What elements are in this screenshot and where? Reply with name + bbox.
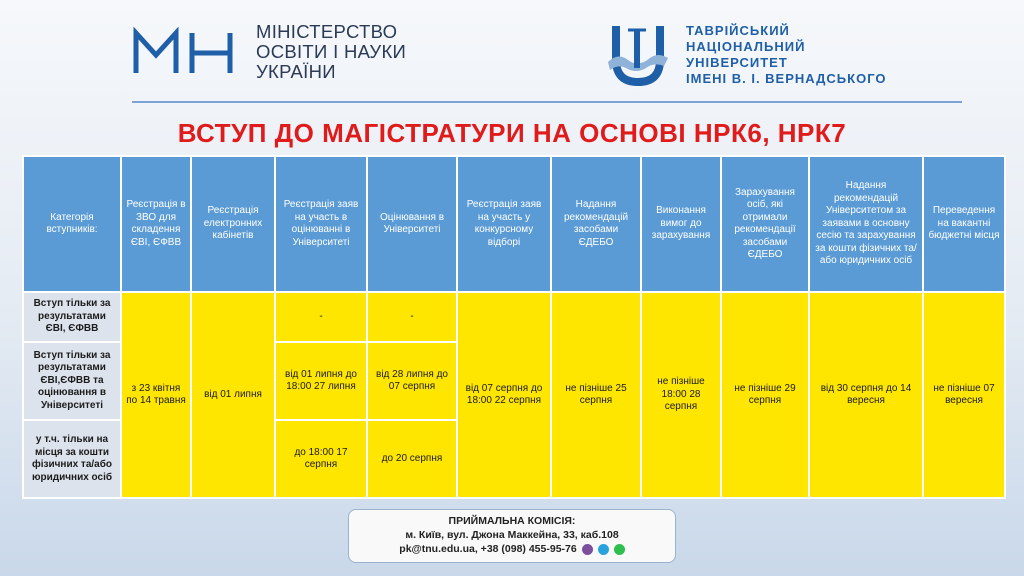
cell-uni-evaluation-row1: - — [368, 293, 456, 341]
ministry-line-3: УКРАЇНИ — [256, 61, 336, 82]
row-label-paid-places: у т.ч. тільки на місця за кошти фізичних та/або юридичних осіб — [24, 421, 120, 497]
schedule-table — [22, 155, 1006, 499]
cell-uni-registration-row2: від 01 липня до 18:00 27 липня — [276, 343, 366, 419]
whatsapp-icon[interactable] — [614, 544, 625, 555]
header-uni-registration: Реєстрація заяв на участь в оцінюванні в Університеті — [276, 157, 366, 291]
ministry-logo — [132, 22, 406, 82]
committee-contacts — [399, 542, 624, 556]
cell-cabinets: від 01 липня — [192, 293, 274, 497]
header-category: Категорія вступників: — [24, 157, 120, 291]
committee-title: ПРИЙМАЛЬНА КОМІСІЯ: — [448, 515, 576, 527]
contacts-text[interactable]: pk@tnu.edu.ua, +38 (098) 455-95-76 — [399, 543, 577, 555]
university-line-3: УНІВЕРСИТЕТ — [686, 55, 788, 70]
ministry-line-2: ОСВІТИ І НАУКИ — [256, 41, 407, 62]
university-line-4: ІМЕНІ В. І. ВЕРНАДСЬКОГО — [686, 71, 887, 86]
row-label-evi-only: Вступ тільки за результатами ЄВІ, ЄФВВ — [24, 293, 120, 341]
cell-evi-registration: з 23 квітня по 14 травня — [122, 293, 190, 497]
header-edebo-recommend: Надання рекомендацій засобами ЄДЕБО — [552, 157, 640, 291]
viber-icon[interactable] — [582, 544, 593, 555]
cell-competition: від 07 серпня до 18:00 22 серпня — [458, 293, 550, 497]
header-transfer: Переведення на вакантні бюджетні місця — [924, 157, 1004, 291]
university-name — [686, 23, 887, 87]
ministry-line-1: МІНІСТЕРСТВО — [256, 21, 398, 42]
cell-uni-registration-row3: до 18:00 17 серпня — [276, 421, 366, 497]
telegram-icon[interactable] — [598, 544, 609, 555]
header-uni-recommend: Надання рекомендацій Університетом за заявами в основну сесію та зарахування за кошти фізичних та/або юридичних осіб — [810, 157, 922, 291]
cell-uni-recommend: від 30 серпня до 14 вересня — [810, 293, 922, 497]
cell-transfer: не пізніше 07 вересня — [924, 293, 1004, 497]
university-emblem-icon — [598, 22, 678, 88]
cell-enrollment: не пізніше 29 серпня — [722, 293, 808, 497]
university-logo — [598, 22, 887, 88]
cell-uni-evaluation-row3: до 20 серпня — [368, 421, 456, 497]
header-competition: Реєстрація заяв на участь у конкурсному відборі — [458, 157, 550, 291]
cell-uni-registration-row1: - — [276, 293, 366, 341]
header-enrollment: Зарахування осіб, які отримали рекомендації засобами ЄДЕБО — [722, 157, 808, 291]
header-uni-evaluation: Оцінювання в Університеті — [368, 157, 456, 291]
ministry-emblem-icon — [132, 27, 244, 77]
header-evi-registration: Реєстрація в ЗВО для складення ЄВІ, ЄФВВ — [122, 157, 190, 291]
cell-requirements: не пізніше 18:00 28 серпня — [642, 293, 720, 497]
cell-edebo-recommend: не пізніше 25 серпня — [552, 293, 640, 497]
university-line-1: ТАВРІЙСЬКИЙ — [686, 23, 790, 38]
header-divider — [132, 101, 962, 103]
header-cabinets: Реєстрація електронних кабінетів — [192, 157, 274, 291]
admission-committee-box — [348, 509, 676, 563]
cell-uni-evaluation-row2: від 28 липня до 07 серпня — [368, 343, 456, 419]
university-line-2: НАЦІОНАЛЬНИЙ — [686, 39, 806, 54]
committee-address: м. Київ, вул. Джона Маккейна, 33, каб.108 — [405, 529, 619, 541]
page-title: ВСТУП ДО МАГІСТРАТУРИ НА ОСНОВІ НРК6, НРК7 — [177, 118, 847, 148]
ministry-name — [256, 22, 406, 82]
row-label-evi-and-evaluation: Вступ тільки за результатами ЄВІ,ЄФВВ та оцінювання в Університеті — [24, 343, 120, 419]
header-requirements: Виконання вимог до зарахування — [642, 157, 720, 291]
